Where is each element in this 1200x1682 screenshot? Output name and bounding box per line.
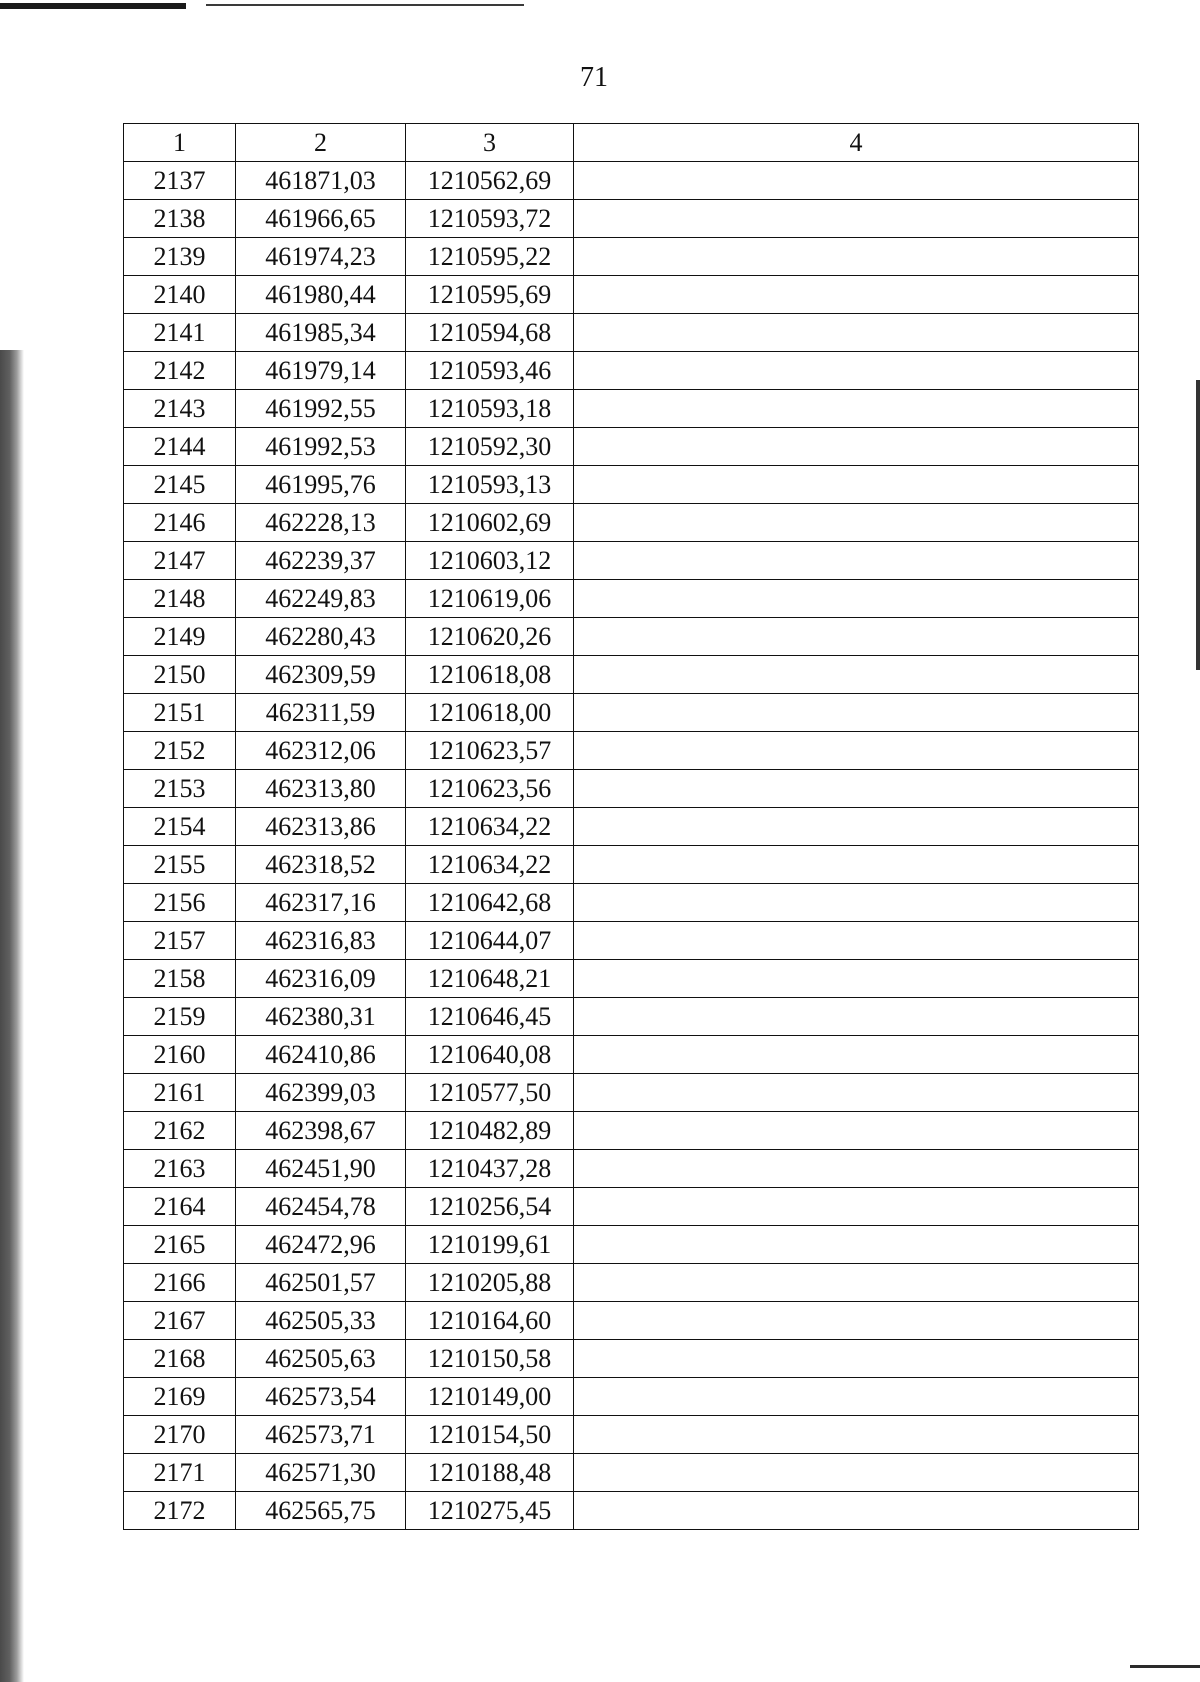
notes-cell	[574, 504, 1139, 542]
x-coordinate-cell: 462565,75	[236, 1492, 406, 1530]
x-coordinate-cell: 462454,78	[236, 1188, 406, 1226]
point-number-cell: 2149	[124, 618, 236, 656]
notes-cell	[574, 1036, 1139, 1074]
point-number-cell: 2140	[124, 276, 236, 314]
notes-cell	[574, 1454, 1139, 1492]
notes-cell	[574, 1492, 1139, 1530]
notes-cell	[574, 808, 1139, 846]
x-coordinate-cell: 462280,43	[236, 618, 406, 656]
table-row	[124, 352, 1139, 390]
y-coordinate-cell: 1210593,46	[406, 352, 574, 390]
y-coordinate-cell: 1210275,45	[406, 1492, 574, 1530]
point-number-cell: 2139	[124, 238, 236, 276]
table-row	[124, 618, 1139, 656]
notes-cell	[574, 884, 1139, 922]
scan-artifact-left-edge	[0, 350, 24, 1682]
table-row	[124, 428, 1139, 466]
notes-cell	[574, 1112, 1139, 1150]
point-number-cell: 2164	[124, 1188, 236, 1226]
notes-cell	[574, 960, 1139, 998]
notes-cell	[574, 1188, 1139, 1226]
point-number-cell: 2163	[124, 1150, 236, 1188]
point-number-cell: 2147	[124, 542, 236, 580]
notes-cell	[574, 694, 1139, 732]
notes-cell	[574, 846, 1139, 884]
notes-cell	[574, 656, 1139, 694]
y-coordinate-cell: 1210150,58	[406, 1340, 574, 1378]
x-coordinate-cell: 462317,16	[236, 884, 406, 922]
x-coordinate-cell: 462249,83	[236, 580, 406, 618]
coordinates-table	[123, 123, 1139, 1530]
notes-cell	[574, 1226, 1139, 1264]
notes-cell	[574, 1074, 1139, 1112]
y-coordinate-cell: 1210623,56	[406, 770, 574, 808]
notes-cell	[574, 1302, 1139, 1340]
scan-artifact-right-edge	[1196, 380, 1200, 670]
y-coordinate-cell: 1210593,72	[406, 200, 574, 238]
table-row	[124, 1492, 1139, 1530]
point-number-cell: 2153	[124, 770, 236, 808]
point-number-cell: 2154	[124, 808, 236, 846]
point-number-cell: 2165	[124, 1226, 236, 1264]
scan-artifact-bottom-line	[1130, 1665, 1200, 1668]
table-row	[124, 542, 1139, 580]
point-number-cell: 2162	[124, 1112, 236, 1150]
y-coordinate-cell: 1210205,88	[406, 1264, 574, 1302]
notes-cell	[574, 1150, 1139, 1188]
point-number-cell: 2155	[124, 846, 236, 884]
point-number-cell: 2168	[124, 1340, 236, 1378]
table-row	[124, 1150, 1139, 1188]
x-coordinate-cell: 462380,31	[236, 998, 406, 1036]
point-number-cell: 2159	[124, 998, 236, 1036]
point-number-cell: 2156	[124, 884, 236, 922]
point-number-cell: 2150	[124, 656, 236, 694]
y-coordinate-cell: 1210634,22	[406, 808, 574, 846]
table-row	[124, 922, 1139, 960]
y-coordinate-cell: 1210199,61	[406, 1226, 574, 1264]
table-row	[124, 770, 1139, 808]
column-header-notes: 4	[574, 124, 1139, 162]
table-row	[124, 808, 1139, 846]
table-row	[124, 314, 1139, 352]
point-number-cell: 2151	[124, 694, 236, 732]
notes-cell	[574, 390, 1139, 428]
notes-cell	[574, 922, 1139, 960]
notes-cell	[574, 580, 1139, 618]
notes-cell	[574, 542, 1139, 580]
notes-cell	[574, 428, 1139, 466]
point-number-cell: 2169	[124, 1378, 236, 1416]
x-coordinate-cell: 462312,06	[236, 732, 406, 770]
table-row	[124, 656, 1139, 694]
y-coordinate-cell: 1210593,13	[406, 466, 574, 504]
table-row	[124, 1416, 1139, 1454]
table-row	[124, 276, 1139, 314]
table-row	[124, 884, 1139, 922]
x-coordinate-cell: 462398,67	[236, 1112, 406, 1150]
notes-cell	[574, 238, 1139, 276]
table-row	[124, 1378, 1139, 1416]
y-coordinate-cell: 1210642,68	[406, 884, 574, 922]
x-coordinate-cell: 462505,63	[236, 1340, 406, 1378]
y-coordinate-cell: 1210593,18	[406, 390, 574, 428]
y-coordinate-cell: 1210577,50	[406, 1074, 574, 1112]
table-row	[124, 732, 1139, 770]
point-number-cell: 2170	[124, 1416, 236, 1454]
notes-cell	[574, 1264, 1139, 1302]
x-coordinate-cell: 461985,34	[236, 314, 406, 352]
table-row	[124, 200, 1139, 238]
y-coordinate-cell: 1210154,50	[406, 1416, 574, 1454]
x-coordinate-cell: 462451,90	[236, 1150, 406, 1188]
scan-artifact-top-bar	[0, 3, 186, 9]
point-number-cell: 2161	[124, 1074, 236, 1112]
point-number-cell: 2137	[124, 162, 236, 200]
x-coordinate-cell: 461979,14	[236, 352, 406, 390]
y-coordinate-cell: 1210149,00	[406, 1378, 574, 1416]
x-coordinate-cell: 462313,86	[236, 808, 406, 846]
point-number-cell: 2157	[124, 922, 236, 960]
table-row	[124, 1302, 1139, 1340]
y-coordinate-cell: 1210648,21	[406, 960, 574, 998]
table-row	[124, 1264, 1139, 1302]
x-coordinate-cell: 462318,52	[236, 846, 406, 884]
x-coordinate-cell: 461974,23	[236, 238, 406, 276]
x-coordinate-cell: 462472,96	[236, 1226, 406, 1264]
notes-cell	[574, 1378, 1139, 1416]
x-coordinate-cell: 461992,53	[236, 428, 406, 466]
y-coordinate-cell: 1210644,07	[406, 922, 574, 960]
x-coordinate-cell: 462311,59	[236, 694, 406, 732]
table-row	[124, 960, 1139, 998]
notes-cell	[574, 314, 1139, 352]
point-number-cell: 2172	[124, 1492, 236, 1530]
y-coordinate-cell: 1210618,08	[406, 656, 574, 694]
notes-cell	[574, 466, 1139, 504]
x-coordinate-cell: 461980,44	[236, 276, 406, 314]
table-row	[124, 580, 1139, 618]
table-row	[124, 1226, 1139, 1264]
y-coordinate-cell: 1210619,06	[406, 580, 574, 618]
point-number-cell: 2167	[124, 1302, 236, 1340]
table-row	[124, 504, 1139, 542]
y-coordinate-cell: 1210646,45	[406, 998, 574, 1036]
table-row	[124, 162, 1139, 200]
notes-cell	[574, 998, 1139, 1036]
point-number-cell: 2152	[124, 732, 236, 770]
notes-cell	[574, 276, 1139, 314]
x-coordinate-cell: 461966,65	[236, 200, 406, 238]
point-number-cell: 2138	[124, 200, 236, 238]
point-number-cell: 2166	[124, 1264, 236, 1302]
column-header-y: 3	[406, 124, 574, 162]
x-coordinate-cell: 462316,09	[236, 960, 406, 998]
point-number-cell: 2141	[124, 314, 236, 352]
y-coordinate-cell: 1210603,12	[406, 542, 574, 580]
table-header-row	[124, 124, 1139, 162]
y-coordinate-cell: 1210623,57	[406, 732, 574, 770]
y-coordinate-cell: 1210595,69	[406, 276, 574, 314]
notes-cell	[574, 352, 1139, 390]
y-coordinate-cell: 1210594,68	[406, 314, 574, 352]
notes-cell	[574, 200, 1139, 238]
table-row	[124, 466, 1139, 504]
y-coordinate-cell: 1210188,48	[406, 1454, 574, 1492]
y-coordinate-cell: 1210592,30	[406, 428, 574, 466]
x-coordinate-cell: 461871,03	[236, 162, 406, 200]
x-coordinate-cell: 462573,54	[236, 1378, 406, 1416]
y-coordinate-cell: 1210256,54	[406, 1188, 574, 1226]
notes-cell	[574, 732, 1139, 770]
x-coordinate-cell: 461992,55	[236, 390, 406, 428]
x-coordinate-cell: 461995,76	[236, 466, 406, 504]
column-header-x: 2	[236, 124, 406, 162]
point-number-cell: 2143	[124, 390, 236, 428]
point-number-cell: 2148	[124, 580, 236, 618]
table-row	[124, 1340, 1139, 1378]
point-number-cell: 2146	[124, 504, 236, 542]
table-row	[124, 1454, 1139, 1492]
y-coordinate-cell: 1210634,22	[406, 846, 574, 884]
notes-cell	[574, 1340, 1139, 1378]
x-coordinate-cell: 462505,33	[236, 1302, 406, 1340]
notes-cell	[574, 618, 1139, 656]
table-row	[124, 998, 1139, 1036]
x-coordinate-cell: 462399,03	[236, 1074, 406, 1112]
table-row	[124, 1036, 1139, 1074]
x-coordinate-cell: 462313,80	[236, 770, 406, 808]
page-number: 71	[580, 62, 608, 93]
y-coordinate-cell: 1210595,22	[406, 238, 574, 276]
table-row	[124, 694, 1139, 732]
y-coordinate-cell: 1210437,28	[406, 1150, 574, 1188]
table-row	[124, 846, 1139, 884]
x-coordinate-cell: 462571,30	[236, 1454, 406, 1492]
x-coordinate-cell: 462573,71	[236, 1416, 406, 1454]
scan-artifact-top-line	[206, 4, 524, 6]
point-number-cell: 2142	[124, 352, 236, 390]
point-number-cell: 2171	[124, 1454, 236, 1492]
x-coordinate-cell: 462228,13	[236, 504, 406, 542]
y-coordinate-cell: 1210618,00	[406, 694, 574, 732]
x-coordinate-cell: 462309,59	[236, 656, 406, 694]
table-row	[124, 1074, 1139, 1112]
notes-cell	[574, 162, 1139, 200]
column-header-point: 1	[124, 124, 236, 162]
table-row	[124, 1112, 1139, 1150]
table-row	[124, 238, 1139, 276]
notes-cell	[574, 1416, 1139, 1454]
y-coordinate-cell: 1210562,69	[406, 162, 574, 200]
notes-cell	[574, 770, 1139, 808]
point-number-cell: 2145	[124, 466, 236, 504]
y-coordinate-cell: 1210620,26	[406, 618, 574, 656]
table-row	[124, 1188, 1139, 1226]
table-body	[124, 162, 1139, 1530]
x-coordinate-cell: 462316,83	[236, 922, 406, 960]
x-coordinate-cell: 462501,57	[236, 1264, 406, 1302]
y-coordinate-cell: 1210482,89	[406, 1112, 574, 1150]
y-coordinate-cell: 1210164,60	[406, 1302, 574, 1340]
y-coordinate-cell: 1210640,08	[406, 1036, 574, 1074]
y-coordinate-cell: 1210602,69	[406, 504, 574, 542]
point-number-cell: 2144	[124, 428, 236, 466]
table-row	[124, 390, 1139, 428]
point-number-cell: 2158	[124, 960, 236, 998]
point-number-cell: 2160	[124, 1036, 236, 1074]
x-coordinate-cell: 462410,86	[236, 1036, 406, 1074]
x-coordinate-cell: 462239,37	[236, 542, 406, 580]
